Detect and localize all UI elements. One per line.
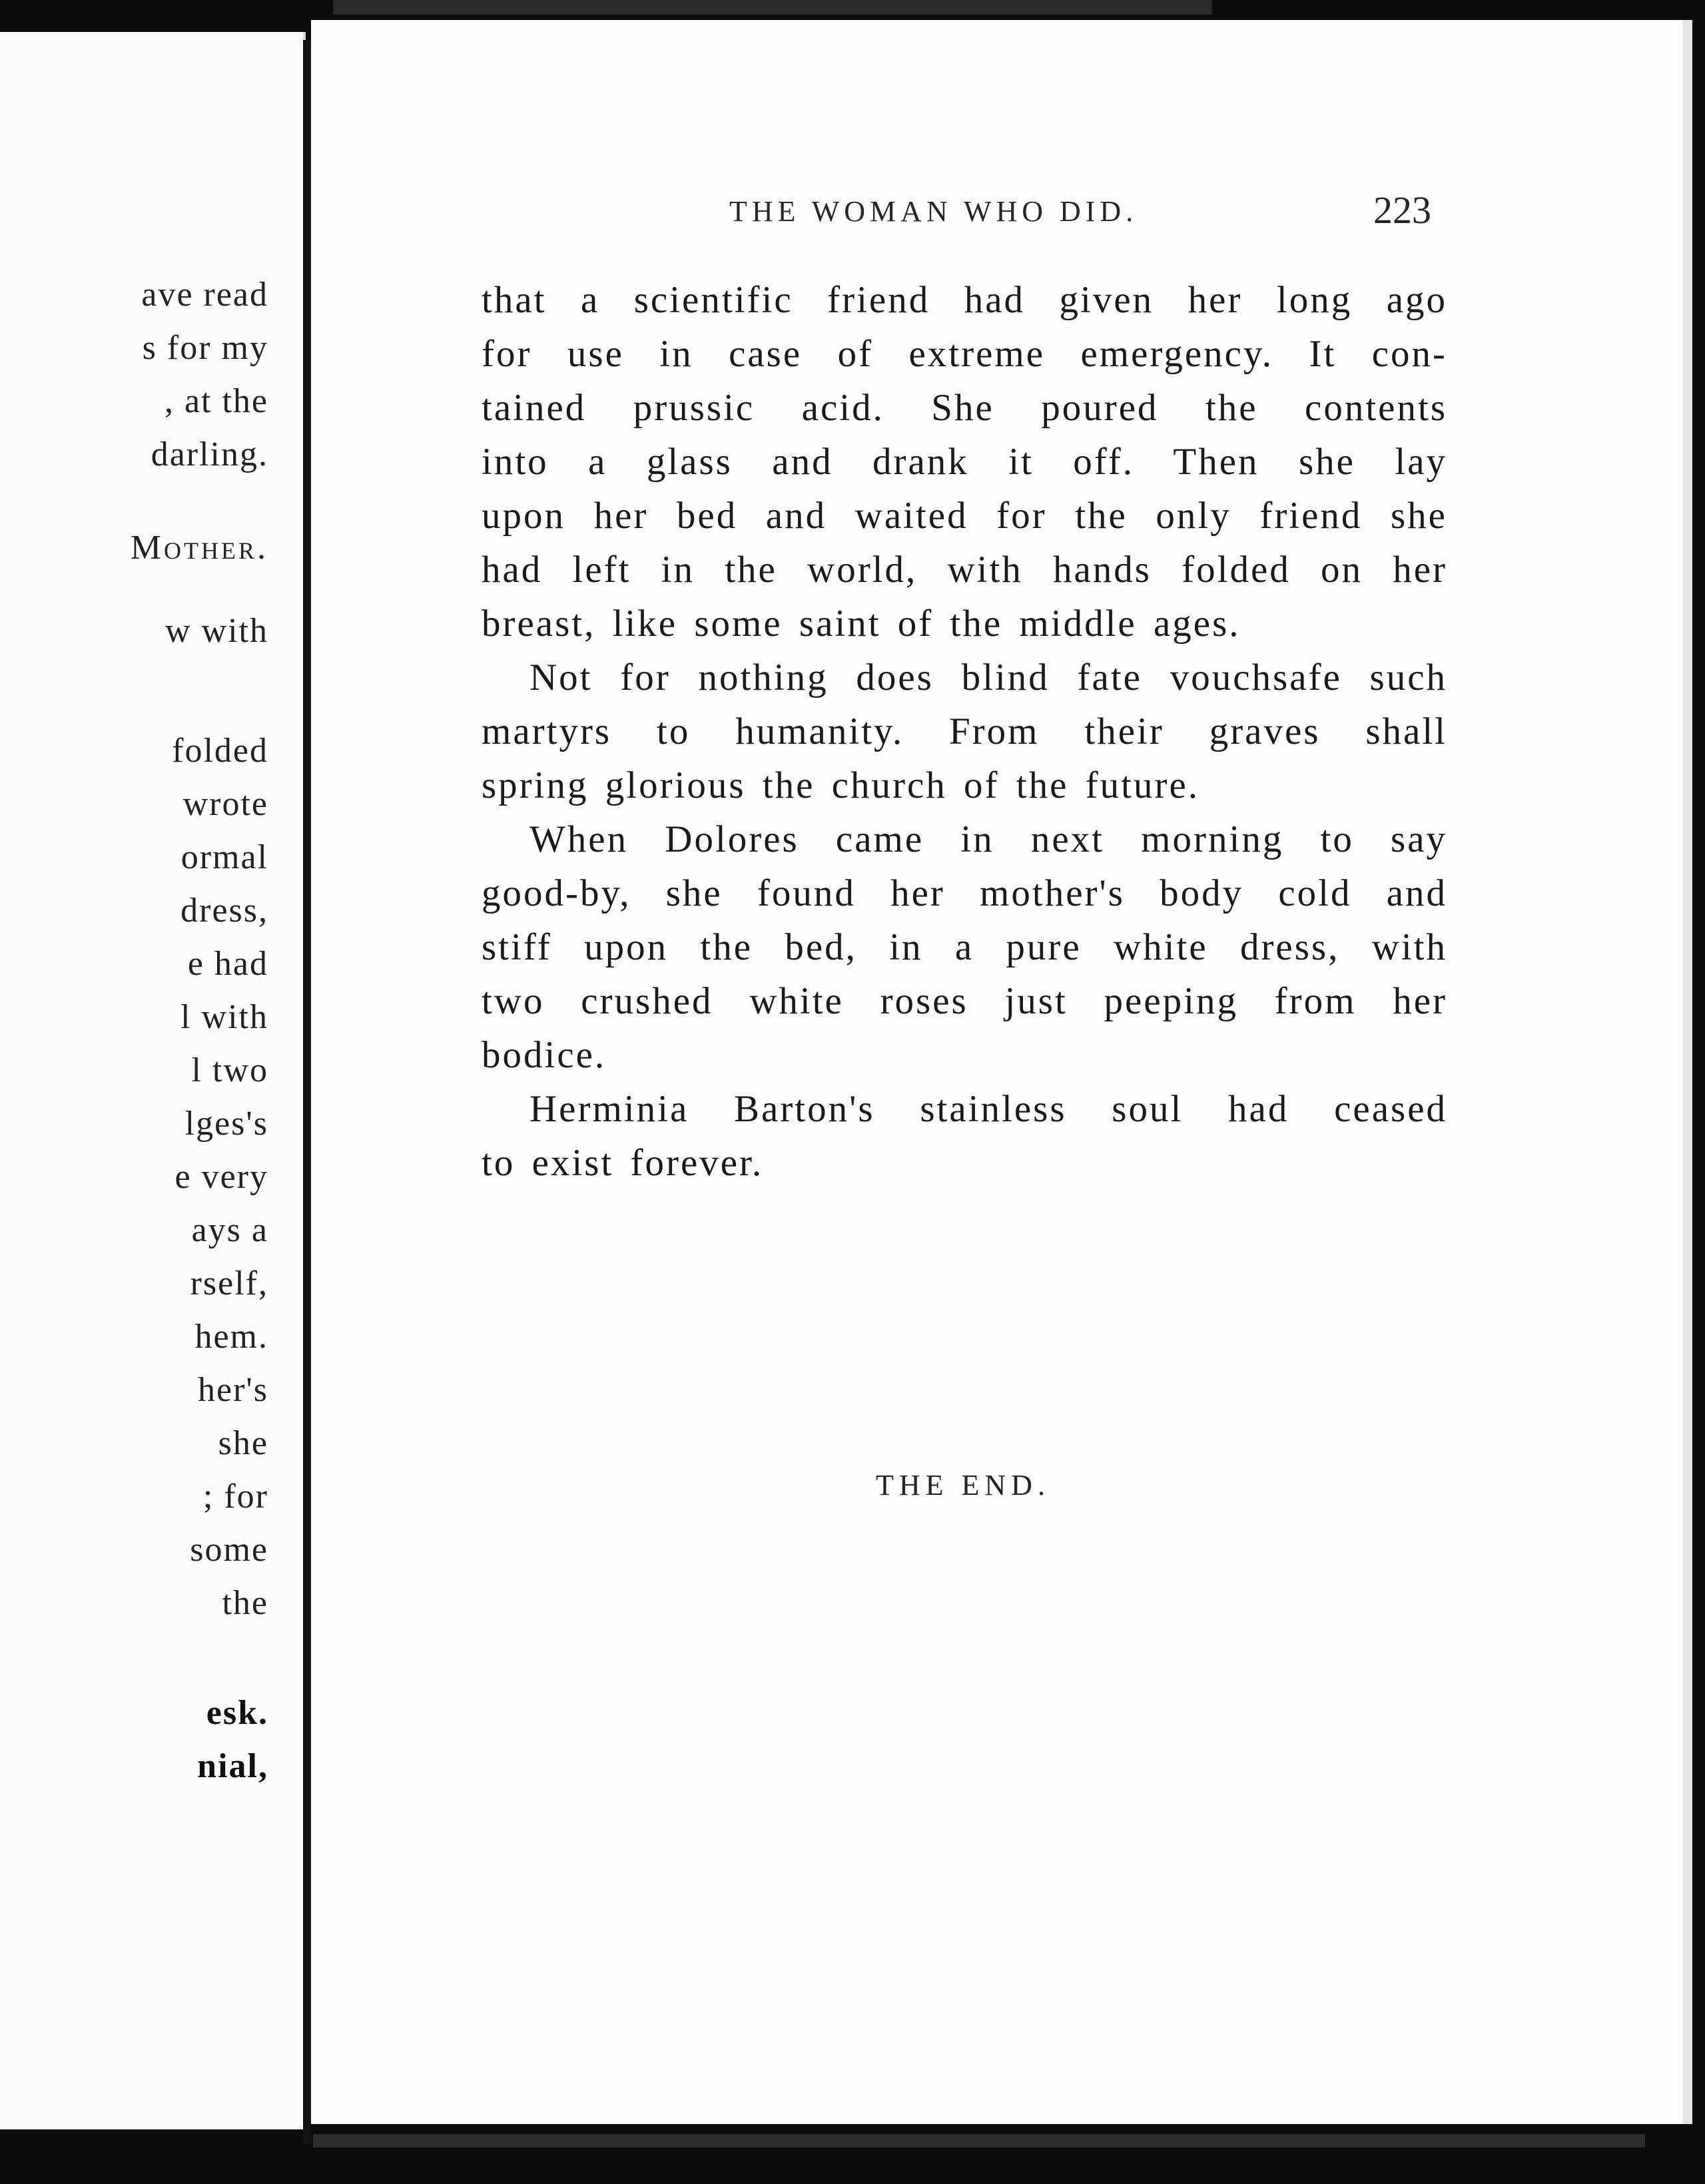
text-line: stiff upon the bed, in a pure white dress, with [482,926,1447,968]
text-line: Not for nothing does blind fate vouchsafe such [529,657,1447,698]
page-number: 223 [1373,188,1431,232]
left-page-line: e had [187,945,268,983]
running-head: THE WOMAN WHO DID. [729,195,1138,228]
left-page-line: rself, [190,1264,268,1302]
text-line: good-by, she found her mother's body cold and [482,872,1447,914]
body-text [482,273,1447,1190]
left-page-line: lges's [184,1105,268,1143]
left-page-line: darling. [151,435,268,473]
text-line: into a glass and drank it off. Then she lay [482,441,1447,483]
scan-edge-top [333,0,1212,15]
text-line: tained prussic acid. She poured the contents [482,387,1447,429]
left-page-line: e very [174,1158,268,1196]
left-page-line: her's [197,1371,268,1409]
left-page-line: wrote [182,785,268,823]
left-page-line: dress, [180,892,268,930]
left-page-line: folded [172,732,268,770]
left-page-line: ormal [180,838,268,876]
left-page-line: w with [165,612,268,650]
left-page-line: , at the [164,382,268,420]
left-page-line: s for my [142,329,268,367]
text-line: martyrs to humanity. From their graves shall [482,710,1447,752]
text-line: had left in the world, with hands folded on her [482,549,1447,591]
text-line: for use in case of extreme emergency. It con- [482,333,1447,375]
left-page-line: l two [191,1051,268,1089]
left-page-line: she [218,1424,268,1462]
left-page-line: esk. [206,1694,268,1732]
text-line: upon her bed and waited for the only friend she [482,495,1447,537]
left-page-line: l with [180,998,268,1036]
text-line: Herminia Barton's stainless soul had ceased [529,1088,1447,1130]
text-line: When Dolores came in next morning to say [529,818,1447,860]
text-line: two crushed white roses just peeping from her [482,980,1447,1022]
left-page-line: nial, [197,1747,268,1785]
text-line: breast, like some saint of the middle ages. [482,603,1241,645]
book-gutter [303,40,311,2144]
left-page-line: ays a [191,1211,268,1249]
text-line: spring glorious the church of the future. [482,764,1200,806]
text-line: to exist forever. [482,1142,764,1184]
the-end-heading: THE END. [876,1469,1050,1502]
scan-edge-bottom [313,2134,1645,2147]
text-line: bodice. [482,1034,607,1076]
left-page-line: hem. [194,1318,268,1356]
left-page-line: ; for [202,1478,268,1515]
left-page-line: Mother. [130,529,268,567]
left-page-line: the [222,1584,268,1622]
text-line: that a scientific friend had given her long ago [482,279,1447,321]
left-page-line: ave read [141,276,268,314]
left-page-line: some [190,1531,268,1569]
left-page [0,32,306,2129]
